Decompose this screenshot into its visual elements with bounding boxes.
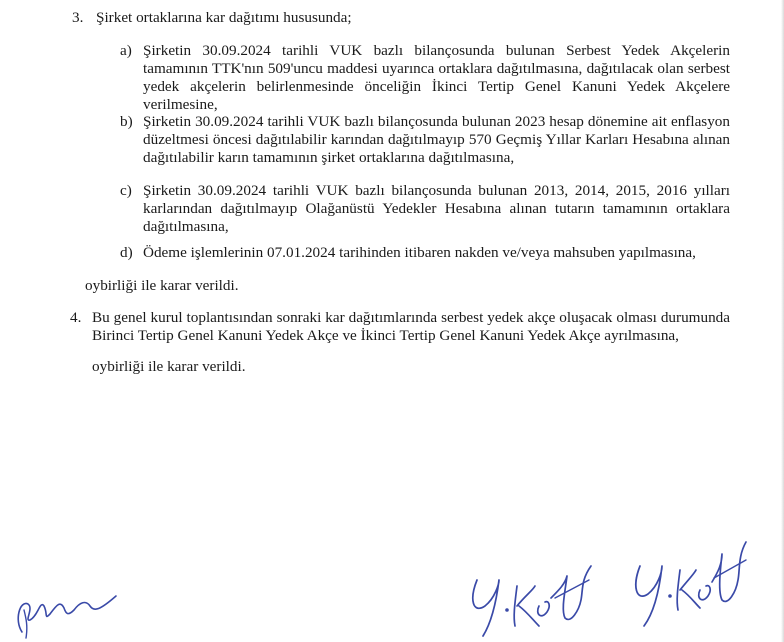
subitem-d-text: Ödeme işlemlerinin 07.01.2024 tarihinden itibaren nakden ve/veya mahsuben yapılmasına, xyxy=(143,244,696,261)
subitem-b-text: Şirketin 30.09.2024 tarihli VUK bazlı bilançosunda bulunan 2023 hesap dönemine ait enflasyon düzeltmesi öncesi dağıtılabilir karından dağıtılmayıp 570 Geçmiş Yıllar Karları Hesabına alınan dağıtılabilir karın tamamının şirket ortaklarına dağıtılmasına, xyxy=(143,113,730,166)
subitem-a-marker: a) xyxy=(120,42,132,59)
item-3-resolution: oybirliği ile karar verildi. xyxy=(85,277,239,294)
subitem-a-text: Şirketin 30.09.2024 tarihli VUK bazlı bilançosunda bulunan Serbest Yedek Akçelerin tamamının TTK'nın 509'uncu maddesi uyarınca ortaklara dağıtılmasına, dağıtılacak olan serbest yedek akçelerin belirlenmesinde önceliğin İkinci Tertip Genel Kanuni Yedek Akçelere verilmesine, xyxy=(143,42,730,113)
signature-right xyxy=(622,530,762,630)
item-3-number: 3. xyxy=(72,9,84,26)
item-4-text: Bu genel kurul toplantısından sonraki kar dağıtımlarında serbest yedek akçe oluşacak olması durumunda Birinci Tertip Genel Kanuni Yedek Akçe ve İkinci Tertip Genel Kanuni Yedek Akçe ayrılmasına, xyxy=(92,309,730,344)
subitem-c-text: Şirketin 30.09.2024 tarihli VUK bazlı bilançosunda bulunan 2013, 2014, 2015, 2016 yılları karlarından dağıtılmayıp Olağanüstü Yedekler Hesabına alınan tutarın tamamının ortaklara dağıtılmasına, xyxy=(143,182,730,235)
signature-left xyxy=(4,570,124,640)
signature-middle xyxy=(455,540,605,640)
item-3-heading: Şirket ortaklarına kar dağıtımı hususunda; xyxy=(96,9,352,26)
item-4-number: 4. xyxy=(70,309,82,326)
subitem-d-marker: d) xyxy=(120,244,133,261)
item-4-resolution: oybirliği ile karar verildi. xyxy=(92,358,246,375)
subitem-b-marker: b) xyxy=(120,113,133,130)
subitem-c-marker: c) xyxy=(120,182,132,199)
